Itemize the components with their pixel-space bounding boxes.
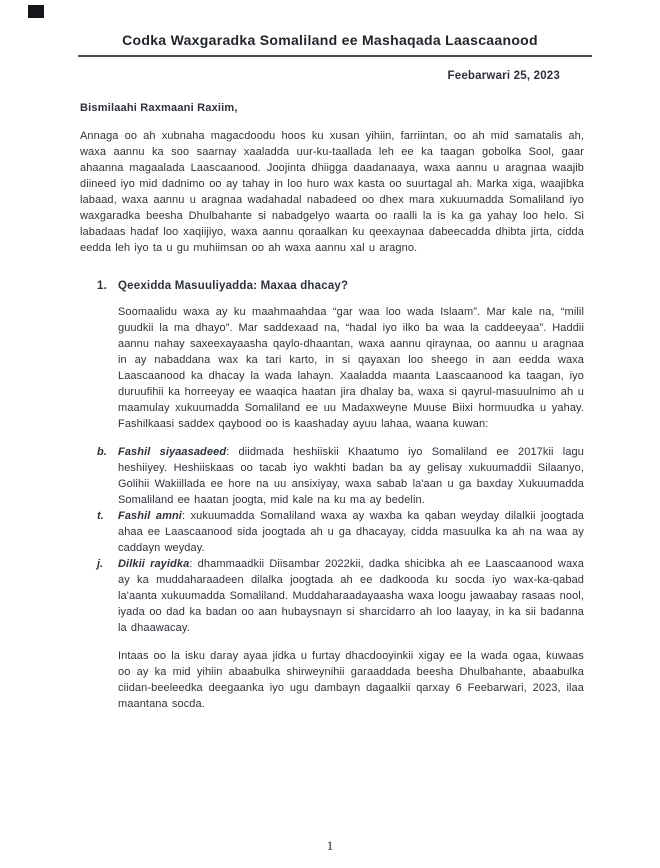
list-item-text [118,444,584,508]
list-item-body: : xukuumadda Somaliland waxa ay waxba ka qaban weyday dilalkii joogtada ahaa ee Laascaanood sida joogtada ah u ga dhacayay, cidda masuulka ka ah na waa ay caddayn weyday. [118,510,584,554]
list-marker: j. [97,558,104,570]
section-responsibility [97,280,584,712]
failures-list [97,444,584,636]
page-number: 1 [326,838,334,853]
title-underline-rule [78,55,592,57]
section-heading [97,280,584,292]
list-item-body: : dhammaadkii Diisambar 2022kii, dadka shicibka ah ee Laascaanood waxa ay ka muddaharaadeen dilalka joogtada ah ee dadkooda ku socda iyo wax-ka-qabad la'aanta xukuumadda Somaliland. Muddaharaadayaasha waxa loogu jawaabay rasaas nool, iyada oo dad ka badan oo aan hubaysnayn si sharcidarro ah loo laayay, in ka sii badanna la dhaawacay. [118,558,584,634]
list-marker: t. [97,510,104,522]
list-item-body: : diidmada heshiiskii Khaatumo iyo Somaliland ee 2017kii lagu heshiiyey. Heshiiskaas oo tacab iyo wakhti badan ba ay gelisay xukuumaddii Silaanyo, Golihii Wakiillada ee hore na uu ansixiyay, waxa sabab la'aan u ga baxday Xukuumadda Somaliland ee haatan joogta, mid kale na ku ma ay bedelin. [118,446,584,506]
section-heading-text: Qeexidda Masuuliyadda: Maxaa dhacay? [118,280,349,292]
list-item-text [118,556,584,636]
intro-paragraph: Annaga oo ah xubnaha magacdoodu hoos ku xusan yihiin, farriintan, oo ah mid samatalis ah, waxa aannu ka soo saarnay xaaladda uur-ku-taallada leh ee ka taagan gobolka Sool, gaar ahaanna magaalada Laascaanood. Joojinta dhiigga daadanaaya, waxa aannu u aragnaa waajib diineed iyo mid dadnimo oo ay tahay in loo huro wax kasta oo suurtagal ah. Marka xiga, waajibka labaad, waxa aannu u aragnaa wadahadal nabadeed oo dhex mara xukuumadda Somaliland iyo waxgaradka beesha Dhulbahante si nabadgelyo waarta oo raalli la is ka ga yahay loo helo. Si labadaas hadaf loo xaqiijiyo, waxa aannu qoraalkan ku qeexaynaa dabeecadda dhibta jirta, cidda eedda leh iyo ta u gu muhiimsan oo ah waxa aannu xal u aragno. [80,130,584,254]
list-item-political-failure [97,444,584,508]
list-item-lead: Fashil siyaasadeed [118,446,227,458]
list-item-security-failure [97,508,584,556]
document-title: Codka Waxgaradka Somaliland ee Mashaqada Laascaanood [122,32,538,48]
scan-artifact-mark [28,5,44,18]
salutation: Bismilaahi Raxmaani Raxiim, [80,102,238,114]
list-item-lead: Dilkii rayidka [118,558,190,570]
section-number: 1. [97,280,107,292]
section-body-paragraph: Soomaalidu waxa ay ku maahmaahdaa “gar waa loo wada Islaam”. Mar kale na, “milil guudkii la ma dhayo”. Mar saddexaad na, “hadal iyo ilko ba waa la caddeeyaa”. Haddii aannu nahay saxeexayaasha qaylo-dhaantan, waxa aannu qiraynaa, oo aannu u aragnaa in ay nabaddana wax ka tari karto, in si qayaxan loo sheego in aan eedda waxa Laascaanood ka dhacay la wada lahayn. Xaaladda maanta Laascaanood ka taagan, iyo duruufihii ka horreeyay ee waaqica haatan jira dhalay ba, waxa si qayrul-masuulnimo ah u maamulay xukuumadda Somaliland ee uu Madaxweyne Muuse Biixi hormuudka u yahay. Fashilkaasi saddex qaybood oo is kaashaday ayuu lahaa, waana kuwan: [118,306,584,430]
list-item-lead: Fashil amni [118,510,182,522]
list-item-text [118,508,584,556]
list-item-civilian-killings [97,556,584,636]
document-date: Feebarwari 25, 2023 [447,70,560,82]
list-marker: b. [97,446,107,458]
closing-paragraph: Intaas oo la isku daray ayaa jidka u furtay dhacdooyinkii xigay ee la wada ogaa, kuwaas oo ay ka mid yihiin abaabulka shirweynihii garaaddada beesha Dhulbahante, abaabulka ciidan-beeleedka deegaanka iyo ugu dambayn dagaalkii qarxay 6 Feebarwari, 2023, ilaa maantana socda. [118,650,584,710]
